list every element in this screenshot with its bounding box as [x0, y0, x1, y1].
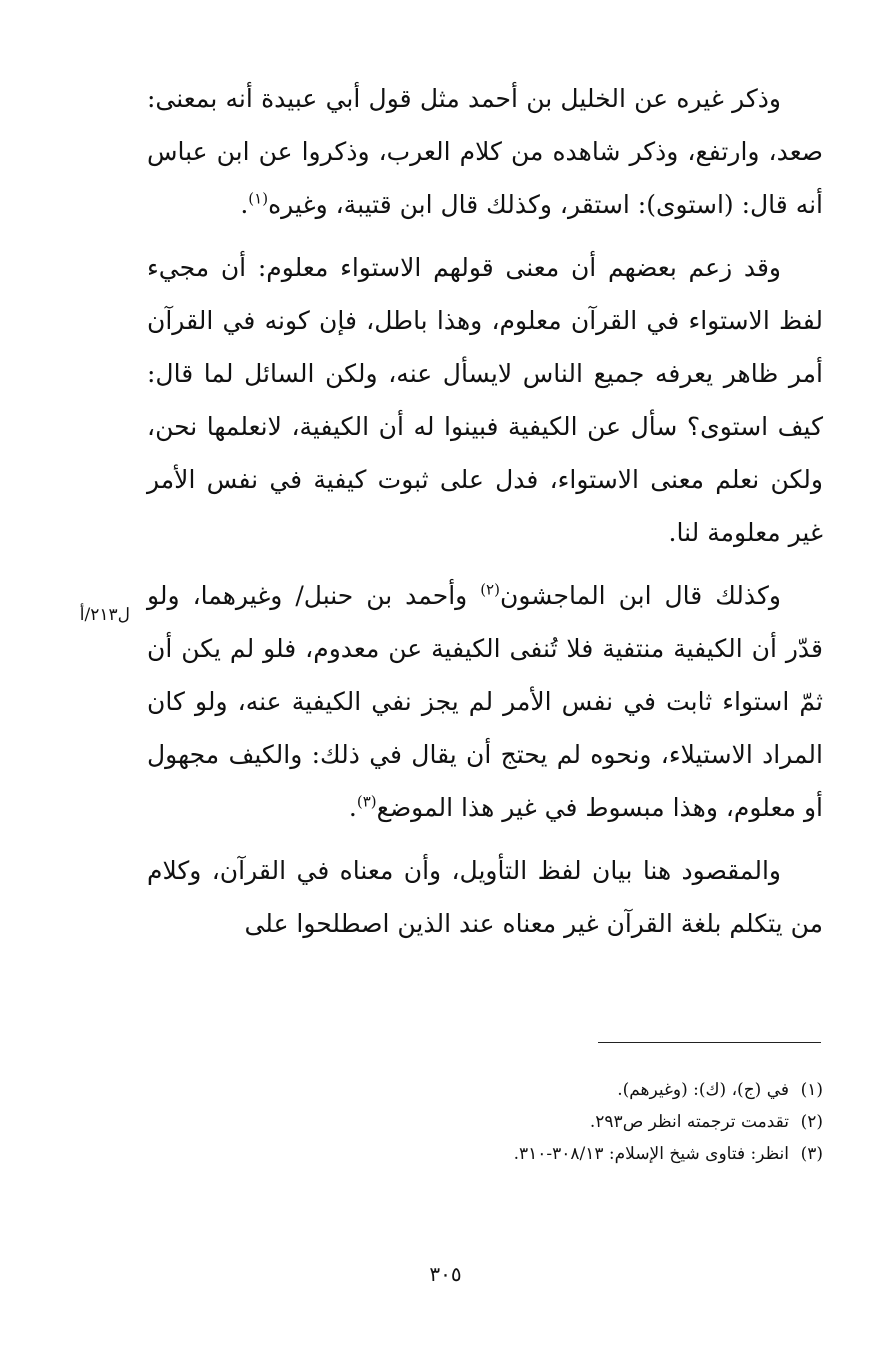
paragraph-text: وقد زعم بعضهم أن معنى قولهم الاستواء معلوم: أن مجيء لفظ الاستواء في القرآن معلوم، وهذا باطل، فإن كونه في القرآن أمر ظاهر يعرفه جميع الناس لايسأل عنه، ولكن السائل لما قال: كيف استوى؟ سأل عن الكيفية فبينوا له أن الكيفية، لانعلمها نحن، ولكن نعلم معنى الاستواء، فدل على ثبوت كيفية في نفس الأمر غير معلومة لنا.: [147, 253, 823, 547]
paragraph-text: .: [240, 190, 249, 219]
page-number: ٣٠٥: [429, 1262, 462, 1286]
paragraph-text: والمقصود هنا بيان لفظ التأويل، وأن معناه في القرآن، وكلام من يتكلم بلغة القرآن غير معناه عند الذين اصطلحوا على: [147, 856, 823, 938]
footnote-reference-3: (٣): [356, 792, 377, 811]
paragraph-text: وكذلك قال ابن الماجشون: [499, 581, 781, 610]
footnote-text: في (ج)، (ك): (وغيرهم).: [617, 1080, 789, 1100]
footnote-3: [303, 1138, 823, 1170]
footnotes: [303, 1074, 823, 1170]
manuscript-folio-note: ل۲۱۳/أ: [79, 605, 130, 625]
main-text: [147, 72, 823, 960]
footnote-number: (١): [800, 1080, 823, 1100]
paragraph-2: [147, 241, 823, 559]
paragraph-text: وأحمد بن حنبل/ وغيرهما، ولو قدّر أن الكيفية منتفية فلا تُنفى الكيفية عن معدوم، فلو لم يكن أن ثمّ استواء ثابت في نفس الأمر لم يجز نفي الكيفية عنه، ولو كان المراد الاستيلاء، ونحوه لم يحتج أن يقال في ذلك: والكيف مجهول أو معلوم، وهذا مبسوط في غير هذا الموضع: [147, 581, 823, 822]
footnote-number: (٢): [800, 1112, 823, 1132]
footnote-1: [303, 1074, 823, 1106]
footnote-text: تقدمت ترجمته انظر ص٢٩٣.: [589, 1112, 789, 1132]
footnote-text: انظر: فتاوى شيخ الإسلام: ٣٠٨/١٣-٣١٠.: [513, 1144, 789, 1164]
footnote-separator: [598, 1042, 821, 1043]
paragraph-text: وذكر غيره عن الخليل بن أحمد مثل قول أبي عبيدة أنه بمعنى: صعد، وارتفع، وذكر شاهده من كلام العرب، وذكروا عن ابن عباس أنه قال: (استوى): استقر، وكذلك قال ابن قتيبة، وغيره: [147, 84, 823, 219]
paragraph-text: .: [348, 793, 357, 822]
footnote-2: [303, 1106, 823, 1138]
paragraph-4: [147, 844, 823, 950]
footnote-number: (٣): [800, 1144, 823, 1164]
paragraph-1: [147, 72, 823, 231]
footnote-reference-2: (٢): [480, 580, 500, 599]
paragraph-3: [147, 569, 823, 834]
footnote-reference-1: (١): [248, 189, 269, 208]
